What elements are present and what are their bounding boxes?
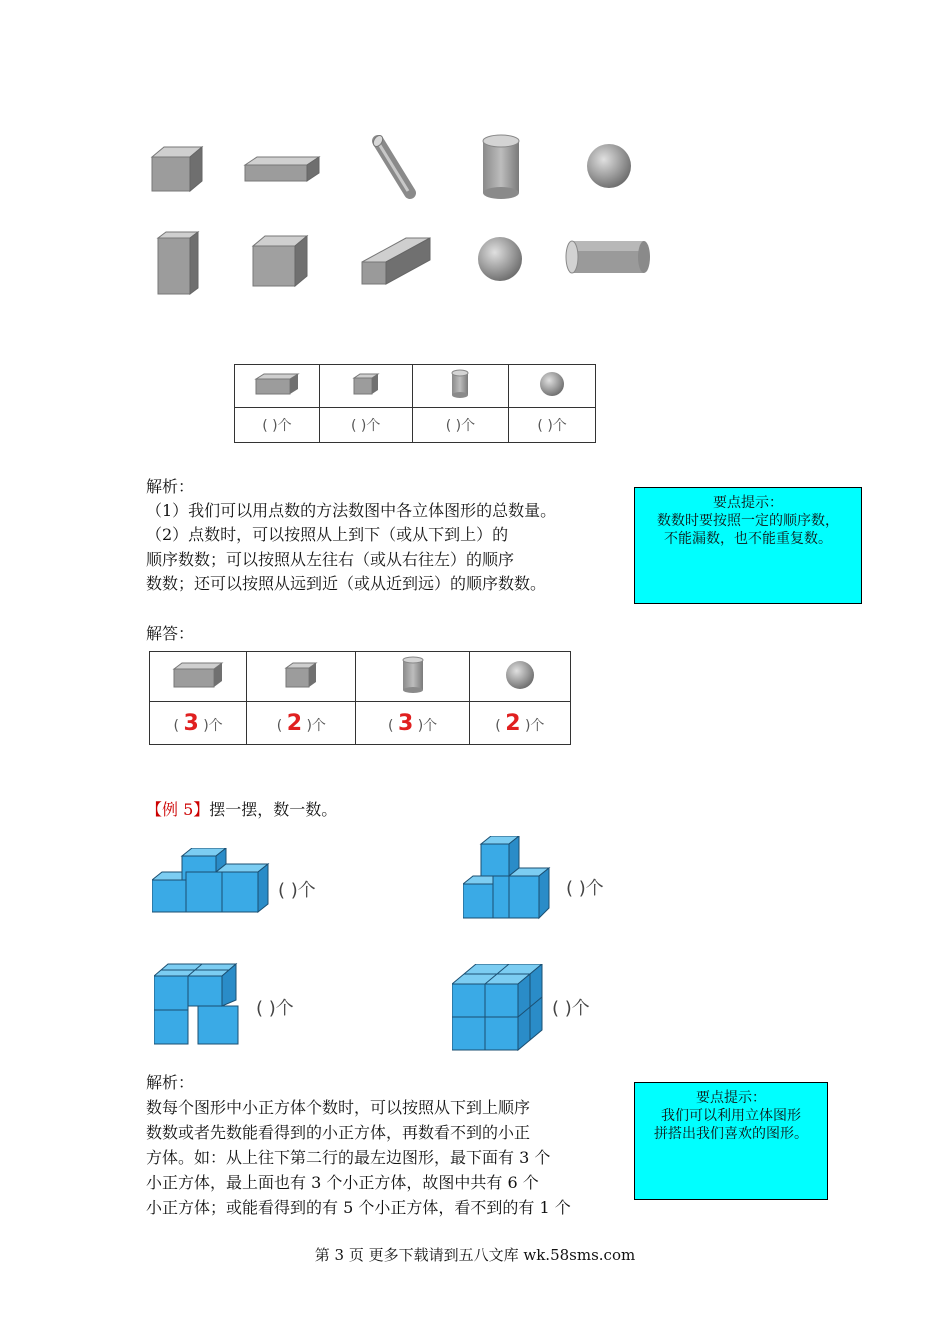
analysis-line: 方体。如：从上往下第二行的最左边图形，最下面有 3 个 xyxy=(146,1148,551,1167)
flat-cuboid-icon xyxy=(243,155,321,183)
answer-value: 2 xyxy=(286,710,302,736)
analysis-heading: 解析： xyxy=(146,1073,195,1092)
table-cell xyxy=(319,365,412,408)
answer-heading: 解答： xyxy=(146,624,195,643)
cylinder-icon xyxy=(401,656,425,694)
answer-cell: ( 2 )个 xyxy=(469,702,570,745)
analysis-line: 顺序数数；可以按照从左往右（或从右往左）的顺序 xyxy=(146,550,515,569)
analysis-line: （1）我们可以用点数的方法数图中各立体图形的总数量。 xyxy=(146,501,557,520)
example-text: 摆一摆，数一数。 xyxy=(209,800,338,819)
tall-cuboid-icon xyxy=(156,230,200,296)
analysis-line: 小正方体，最上面也有 3 个小正方体，故图中共有 6 个 xyxy=(146,1173,539,1192)
tip-box xyxy=(634,487,862,604)
analysis-line: 数数；还可以按照从远到近（或从近到远）的顺序数数。 xyxy=(146,574,547,593)
count-blank: ( )个 xyxy=(566,878,604,899)
answer-table xyxy=(149,651,571,745)
tip-line: 不能漏数，也不能重复数。 xyxy=(664,531,832,547)
upright-cylinder-icon xyxy=(480,133,522,201)
cube-icon xyxy=(352,372,380,396)
cylinder-icon xyxy=(450,369,470,399)
count-blank: ( )个 xyxy=(552,998,590,1019)
sphere-icon xyxy=(476,235,524,283)
cube-icon xyxy=(251,234,309,288)
answer-cell: ( 3 )个 xyxy=(356,702,469,745)
rod-cylinder-icon xyxy=(368,133,420,201)
analysis-line: 数数或者先数能看得到的小正方体，再数看不到的小正 xyxy=(146,1123,531,1142)
count-blank: ( )个 xyxy=(278,880,316,901)
table-cell xyxy=(150,652,247,702)
table-cell xyxy=(469,652,570,702)
count-blank: ( )个 xyxy=(256,998,294,1019)
cuboid-icon xyxy=(172,661,224,689)
tip-line: 拼搭出我们喜欢的图形。 xyxy=(654,1126,808,1142)
analysis-line: 数每个图形中小正方体个数时，可以按照从下到上顺序 xyxy=(146,1098,531,1117)
count-blank: ( )个 xyxy=(235,408,320,443)
tip-line: 数数时要按照一定的顺序数， xyxy=(657,513,839,529)
cube-figure-4 xyxy=(452,964,544,1052)
analysis-line: 小正方体；或能看得到的有 5 个小正方体，看不到的有 1 个 xyxy=(146,1198,571,1217)
question-table xyxy=(234,364,596,443)
page-footer: 第 3 页 更多下载请到五八文库 wk.58sms.com xyxy=(314,1246,636,1264)
example-label: 【例 5】 xyxy=(146,800,210,819)
lying-cylinder-icon xyxy=(564,238,652,276)
cube-icon xyxy=(150,145,204,193)
table-cell xyxy=(412,365,509,408)
analysis-line: （2）点数时，可以按照从上到下（或从下到上）的 xyxy=(146,525,509,544)
sphere-icon xyxy=(539,371,565,397)
answer-value: 3 xyxy=(183,710,199,736)
sphere-icon xyxy=(585,142,633,190)
cube-figure-1 xyxy=(152,848,272,916)
answer-value: 3 xyxy=(397,710,414,736)
tip-title: 要点提示： xyxy=(696,1090,766,1106)
sphere-icon xyxy=(505,660,535,690)
tip-line: 我们可以利用立体图形 xyxy=(661,1108,801,1124)
count-blank: ( )个 xyxy=(319,408,412,443)
answer-cell: ( 3 )个 xyxy=(150,702,247,745)
table-cell xyxy=(235,365,320,408)
cuboid-icon xyxy=(254,372,300,396)
count-blank: ( )个 xyxy=(509,408,596,443)
count-blank: ( )个 xyxy=(412,408,509,443)
cube-icon xyxy=(284,661,318,689)
cube-figure-3 xyxy=(154,962,240,1046)
cube-figure-2 xyxy=(463,836,553,920)
answer-value: 2 xyxy=(505,710,521,736)
table-cell xyxy=(247,652,356,702)
long-cuboid-icon xyxy=(360,236,432,286)
analysis-heading: 解析： xyxy=(146,477,195,496)
tip-title: 要点提示： xyxy=(713,495,783,511)
example-heading xyxy=(146,798,337,822)
table-cell xyxy=(509,365,596,408)
answer-cell: ( 2 )个 xyxy=(247,702,356,745)
table-cell xyxy=(356,652,469,702)
tip-box xyxy=(634,1082,828,1200)
